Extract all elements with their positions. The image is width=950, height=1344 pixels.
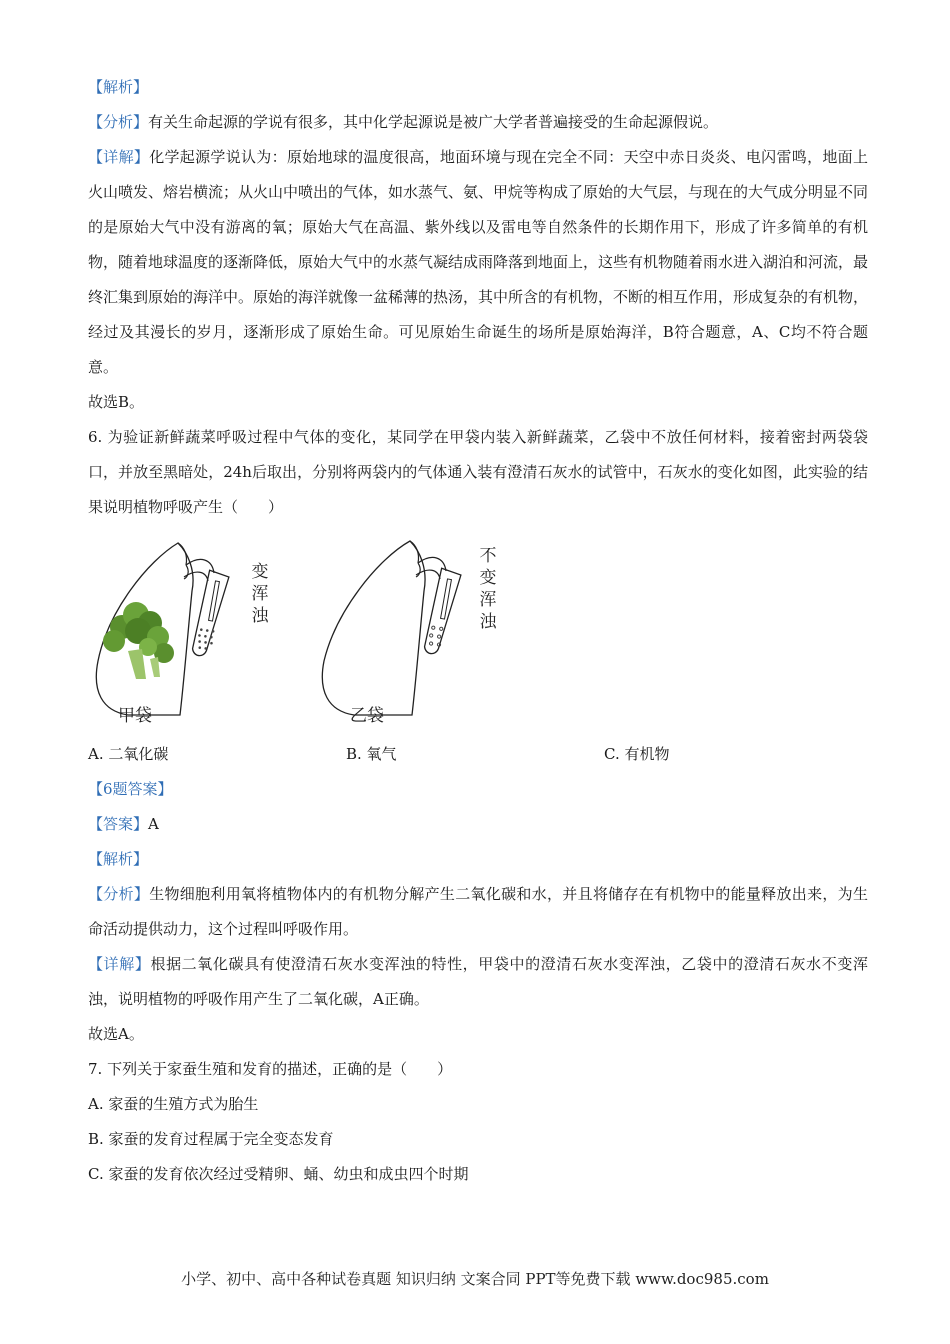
- xiangjie-text: 根据二氧化碳具有使澄清石灰水变浑浊的特性，甲袋中的澄清石灰水变浑浊，乙袋中的澄清石灰水不变浑浊，说明植物的呼吸作用产生了二氧化碳，A正确。: [88, 955, 868, 1008]
- fenxi-label: 【分析】: [88, 885, 150, 903]
- analysis-tag: 【解析】: [88, 78, 149, 96]
- answer-label: 【答案】: [88, 815, 149, 833]
- q7-option-c: C. 家蚕的发育依次经过受精卵、蛹、幼虫和成虫四个时期: [88, 1165, 469, 1183]
- fenxi-text: 有关生命起源的学说有很多，其中化学起源说是被广大学者普遍接受的生命起源假说。: [148, 113, 719, 131]
- q6-answer: [88, 807, 868, 842]
- experiment-figure: [88, 531, 868, 731]
- q6-option-a: A. 二氧化碳: [88, 745, 169, 763]
- test-tube-a: [192, 569, 230, 658]
- bag-b-caption: 乙袋: [350, 706, 384, 726]
- q5-fenxi: [88, 105, 868, 140]
- q5-xiangjie: [88, 140, 868, 385]
- xiangjie-label: 【详解】: [88, 955, 151, 973]
- q6-options: [88, 737, 868, 772]
- bag-b-outline: [322, 541, 425, 715]
- q6-option-b: B. 氧气: [346, 745, 397, 763]
- xiangjie-label: 【详解】: [88, 148, 150, 166]
- q6-stem: 6. 为验证新鲜蔬菜呼吸过程中气体的变化，某同学在甲袋内装入新鲜蔬菜，乙袋中不放任何材料，接着密封两袋袋口，并放至黑暗处，24h后取出，分别将两袋内的气体通入装有澄清石灰水的试管中，石灰水的变化如图，此实验的结果说明植物呼吸产生（ ）: [88, 428, 868, 516]
- q5-conclusion: 故选B。: [88, 393, 145, 411]
- q6-conclusion: 故选A。: [88, 1025, 144, 1043]
- bag-a-result: 变浑浊: [251, 562, 269, 626]
- broccoli-icon: [103, 602, 174, 679]
- q6-fenxi: [88, 877, 868, 947]
- answer-tag: 【6题答案】: [88, 780, 173, 798]
- xiangjie-text: 化学起源学说认为：原始地球的温度很高，地面环境与现在完全不同：天空中赤日炎炎、电闪雷鸣，地面上火山喷发、熔岩横流；从火山中喷出的气体，如水蒸气、氨、甲烷等构成了原始的大气层，与现在的大气成分明显不同的是原始大气中没有游离的氧；原始大气在高温、紫外线以及雷电等自然条件的长期作用下，形成了许多简单的有机物，随着地球温度的逐渐降低，原始大气中的水蒸气凝结成雨降落到地面上，这些有机物随着雨水进入湖泊和河流，最终汇集到原始的海洋中。原始的海洋就像一盆稀薄的热汤，其中所含的有机物，不断的相互作用，形成复杂的有机物，经过及其漫长的岁月，逐渐形成了原始生命。可见原始生命诞生的场所是原始海洋，B符合题意，A、C均不符合题意。: [88, 148, 869, 376]
- bag-b-result: 不变浑浊: [479, 546, 497, 632]
- document-page: [88, 70, 868, 1192]
- fenxi-text: 生物细胞利用氧将植物体内的有机物分解产生二氧化碳和水，并且将储存在有机物中的能量释放出来，为生命活动提供动力，这个过程叫呼吸作用。: [88, 885, 868, 938]
- q6-option-c: C. 有机物: [604, 745, 670, 763]
- q6-xiangjie: [88, 947, 868, 1017]
- bag-a-caption: 甲袋: [118, 706, 152, 726]
- answer-value: A: [148, 815, 159, 833]
- analysis-tag: 【解析】: [88, 850, 149, 868]
- page-footer: 小学、初中、高中各种试卷真题 知识归纳 文案合同 PPT等免费下载 www.doc985.com: [181, 1270, 769, 1288]
- q7-stem: 7. 下列关于家蚕生殖和发育的描述，正确的是（ ）: [88, 1060, 453, 1078]
- test-tube-b: [424, 567, 462, 656]
- q7-option-a: A. 家蚕的生殖方式为胎生: [88, 1095, 259, 1113]
- q7-option-b: B. 家蚕的发育过程属于完全变态发育: [88, 1130, 334, 1148]
- fenxi-label: 【分析】: [88, 113, 149, 131]
